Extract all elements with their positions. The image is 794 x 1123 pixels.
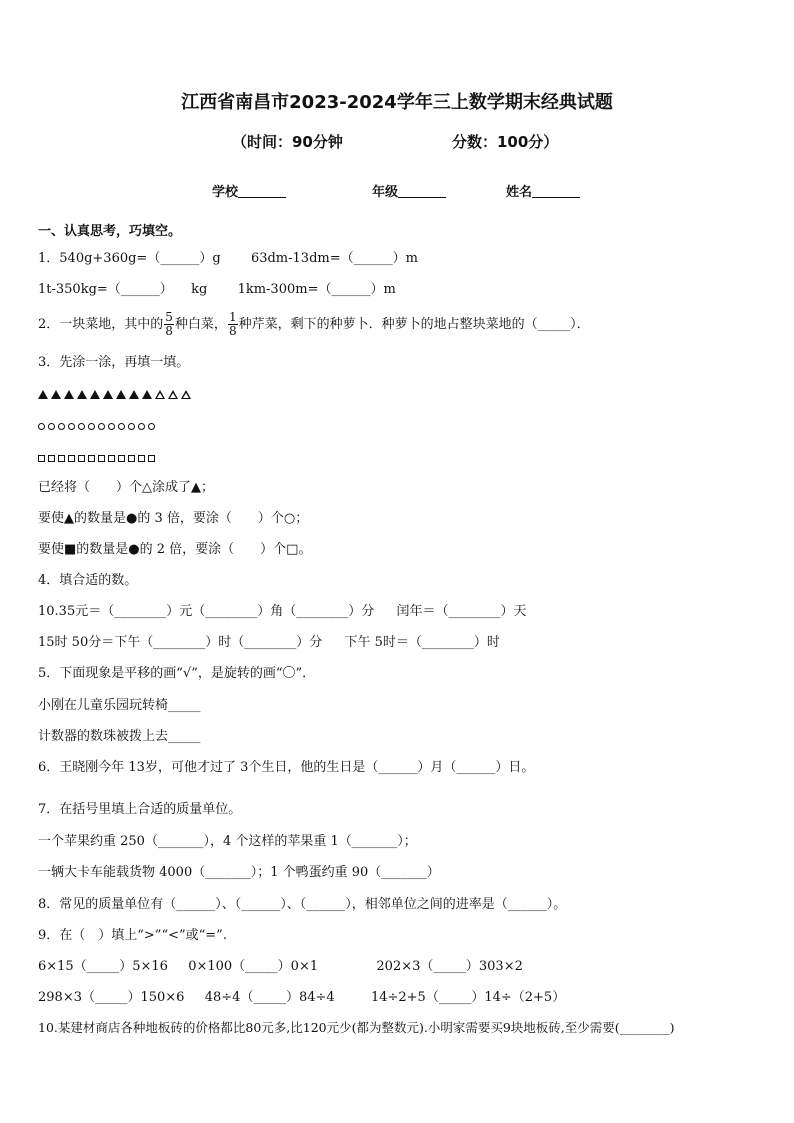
- question-4-line-1: [38, 603, 527, 621]
- q9-r2-c: 14÷2+5（_____）14÷（2+5）: [370, 990, 566, 1005]
- square-icon: [88, 455, 95, 462]
- q1-part-b: 63dm-13dm=（______）m: [250, 251, 418, 266]
- circle-icon: [138, 423, 145, 430]
- question-3-line-3: 要使■的数量是●的 2 倍，要涂（ ）个□。: [38, 542, 312, 557]
- square-icon: [138, 455, 145, 462]
- filled-triangle-icon: [129, 390, 139, 399]
- q9-r2-a: 298×3（_____）150×6: [38, 990, 185, 1005]
- circle-icon: [108, 423, 115, 430]
- q9-r1-a: 6×15（_____）5×16: [38, 959, 168, 974]
- square-icon: [38, 455, 45, 462]
- page-title: 江西省南昌市2023-2024学年三上数学期末经典试题: [181, 92, 613, 113]
- filled-triangle-icon: [103, 390, 113, 399]
- section-heading: 一、认真思考，巧填空。: [38, 224, 182, 239]
- question-3-line-2: 要使▲的数量是●的 3 倍，要涂（ ）个○；: [38, 511, 309, 526]
- square-icon: [98, 455, 105, 462]
- square-icon: [108, 455, 115, 462]
- question-8: 8．常见的质量单位有（______）、（______）、（______），相邻单位之间的进率是（______）。: [38, 897, 567, 912]
- question-7-line-2: 一辆大卡车能载货物 4000（_______）；1 个鸭蛋约重 90（_______）: [38, 865, 440, 880]
- question-7-line-1: 一个苹果约重 250（_______），4 个这样的苹果重 1（_______）；: [38, 834, 417, 849]
- question-6: 6．王晓刚今年 13岁，可他才过了 3个生日，他的生日是（______）月（______）日。: [38, 760, 535, 775]
- filled-triangle-icon: [38, 390, 48, 399]
- outline-triangle-icon: [168, 390, 178, 399]
- exam-score: 分数：100分）: [452, 133, 559, 151]
- name-blank[interactable]: [532, 184, 580, 198]
- school-blank[interactable]: [238, 184, 286, 198]
- q1-part-a: 1．540g+360g=（______）g: [38, 251, 221, 266]
- q1-part-c-unit: kg: [191, 282, 208, 297]
- question-9-row-2: [38, 989, 565, 1007]
- filled-triangle-icon: [51, 390, 61, 399]
- question-2: [38, 308, 590, 342]
- question-1-line-2: [38, 281, 396, 299]
- question-9-row-1: [38, 958, 523, 976]
- outline-triangle-icon: [181, 390, 191, 399]
- circle-icon: [48, 423, 55, 430]
- circle-icon: [148, 423, 155, 430]
- square-icon: [48, 455, 55, 462]
- circle-icon: [58, 423, 65, 430]
- grade-label: 年级: [372, 185, 399, 200]
- question-3-heading: 3．先涂一涂，再填一填。: [38, 355, 190, 370]
- square-row: [38, 449, 158, 467]
- circle-icon: [38, 423, 45, 430]
- school-label: 学校: [212, 185, 239, 200]
- question-5-line-1: 小刚在儿童乐园玩转椅_____: [38, 698, 201, 713]
- filled-triangle-icon: [64, 390, 74, 399]
- grade-field: [372, 181, 446, 200]
- filled-triangle-icon: [90, 390, 100, 399]
- circle-icon: [98, 423, 105, 430]
- fraction-one-eighth: $\frac{1}{8}$: [228, 310, 237, 338]
- question-4-heading: 4．填合适的数。: [38, 573, 138, 588]
- school-field: [212, 181, 286, 200]
- outline-triangle-icon: [155, 390, 165, 399]
- square-icon: [68, 455, 75, 462]
- circle-icon: [78, 423, 85, 430]
- fraction-five-eighths: $\frac{5}{8}$: [165, 310, 173, 338]
- q4-money: 10.35元＝（________）元（________）角（________）分: [38, 604, 375, 619]
- circle-icon: [68, 423, 75, 430]
- triangle-row: [38, 386, 194, 404]
- q9-r1-c: 202×3（_____）303×2: [376, 959, 523, 974]
- q2-prefix: 2．一块菜地，其中的: [38, 317, 164, 332]
- circle-icon: [128, 423, 135, 430]
- q2-suffix: 种芹菜，剩下的种萝卜．种萝卜的地占整块菜地的（_____）．: [238, 317, 590, 332]
- q4-time-a: 15时 50分＝下午（________）时（________）分: [38, 635, 323, 650]
- circle-icon: [88, 423, 95, 430]
- q1-part-c: 1t-350kg=（______）: [38, 282, 173, 297]
- filled-triangle-icon: [142, 390, 152, 399]
- circle-icon: [118, 423, 125, 430]
- question-5-heading: 5．下面现象是平移的画“√”，是旋转的画“〇”．: [38, 666, 316, 681]
- q4-time-b: 下午 5时＝（________）时: [344, 635, 500, 650]
- filled-triangle-icon: [116, 390, 126, 399]
- square-icon: [78, 455, 85, 462]
- q4-leap-year: 闰年＝（________）天: [396, 604, 527, 619]
- square-icon: [148, 455, 155, 462]
- exam-time: （时间：90分钟: [232, 133, 343, 151]
- question-7-heading: 7．在括号里填上合适的质量单位。: [38, 802, 242, 817]
- question-1-line-1: [38, 250, 418, 268]
- grade-blank[interactable]: [398, 184, 446, 198]
- question-4-line-2: [38, 634, 500, 652]
- name-label: 姓名: [506, 185, 533, 200]
- question-10: 10.某建材商店各种地板砖的价格都比80元多,比120元少(都为整数元).小明家需要买9块地板砖,至少需要(________): [38, 1020, 675, 1035]
- q1-part-d: 1km-300m=（______）m: [237, 282, 396, 297]
- square-icon: [118, 455, 125, 462]
- square-icon: [128, 455, 135, 462]
- q9-r1-b: 0×100（_____）0×1: [188, 959, 319, 974]
- q2-mid: 种白菜，: [174, 317, 227, 332]
- square-icon: [58, 455, 65, 462]
- q9-r2-b: 48÷4（_____）84÷4: [204, 990, 335, 1005]
- filled-triangle-icon: [77, 390, 87, 399]
- circle-row: [38, 417, 158, 435]
- name-field: [506, 181, 580, 200]
- question-3-line-1: 已经将（ ）个△涂成了▲；: [38, 480, 214, 495]
- question-9-heading: 9．在（ ）填上“>”“<”或“=”.: [38, 928, 227, 943]
- question-5-line-2: 计数器的数珠被拨上去_____: [38, 729, 201, 744]
